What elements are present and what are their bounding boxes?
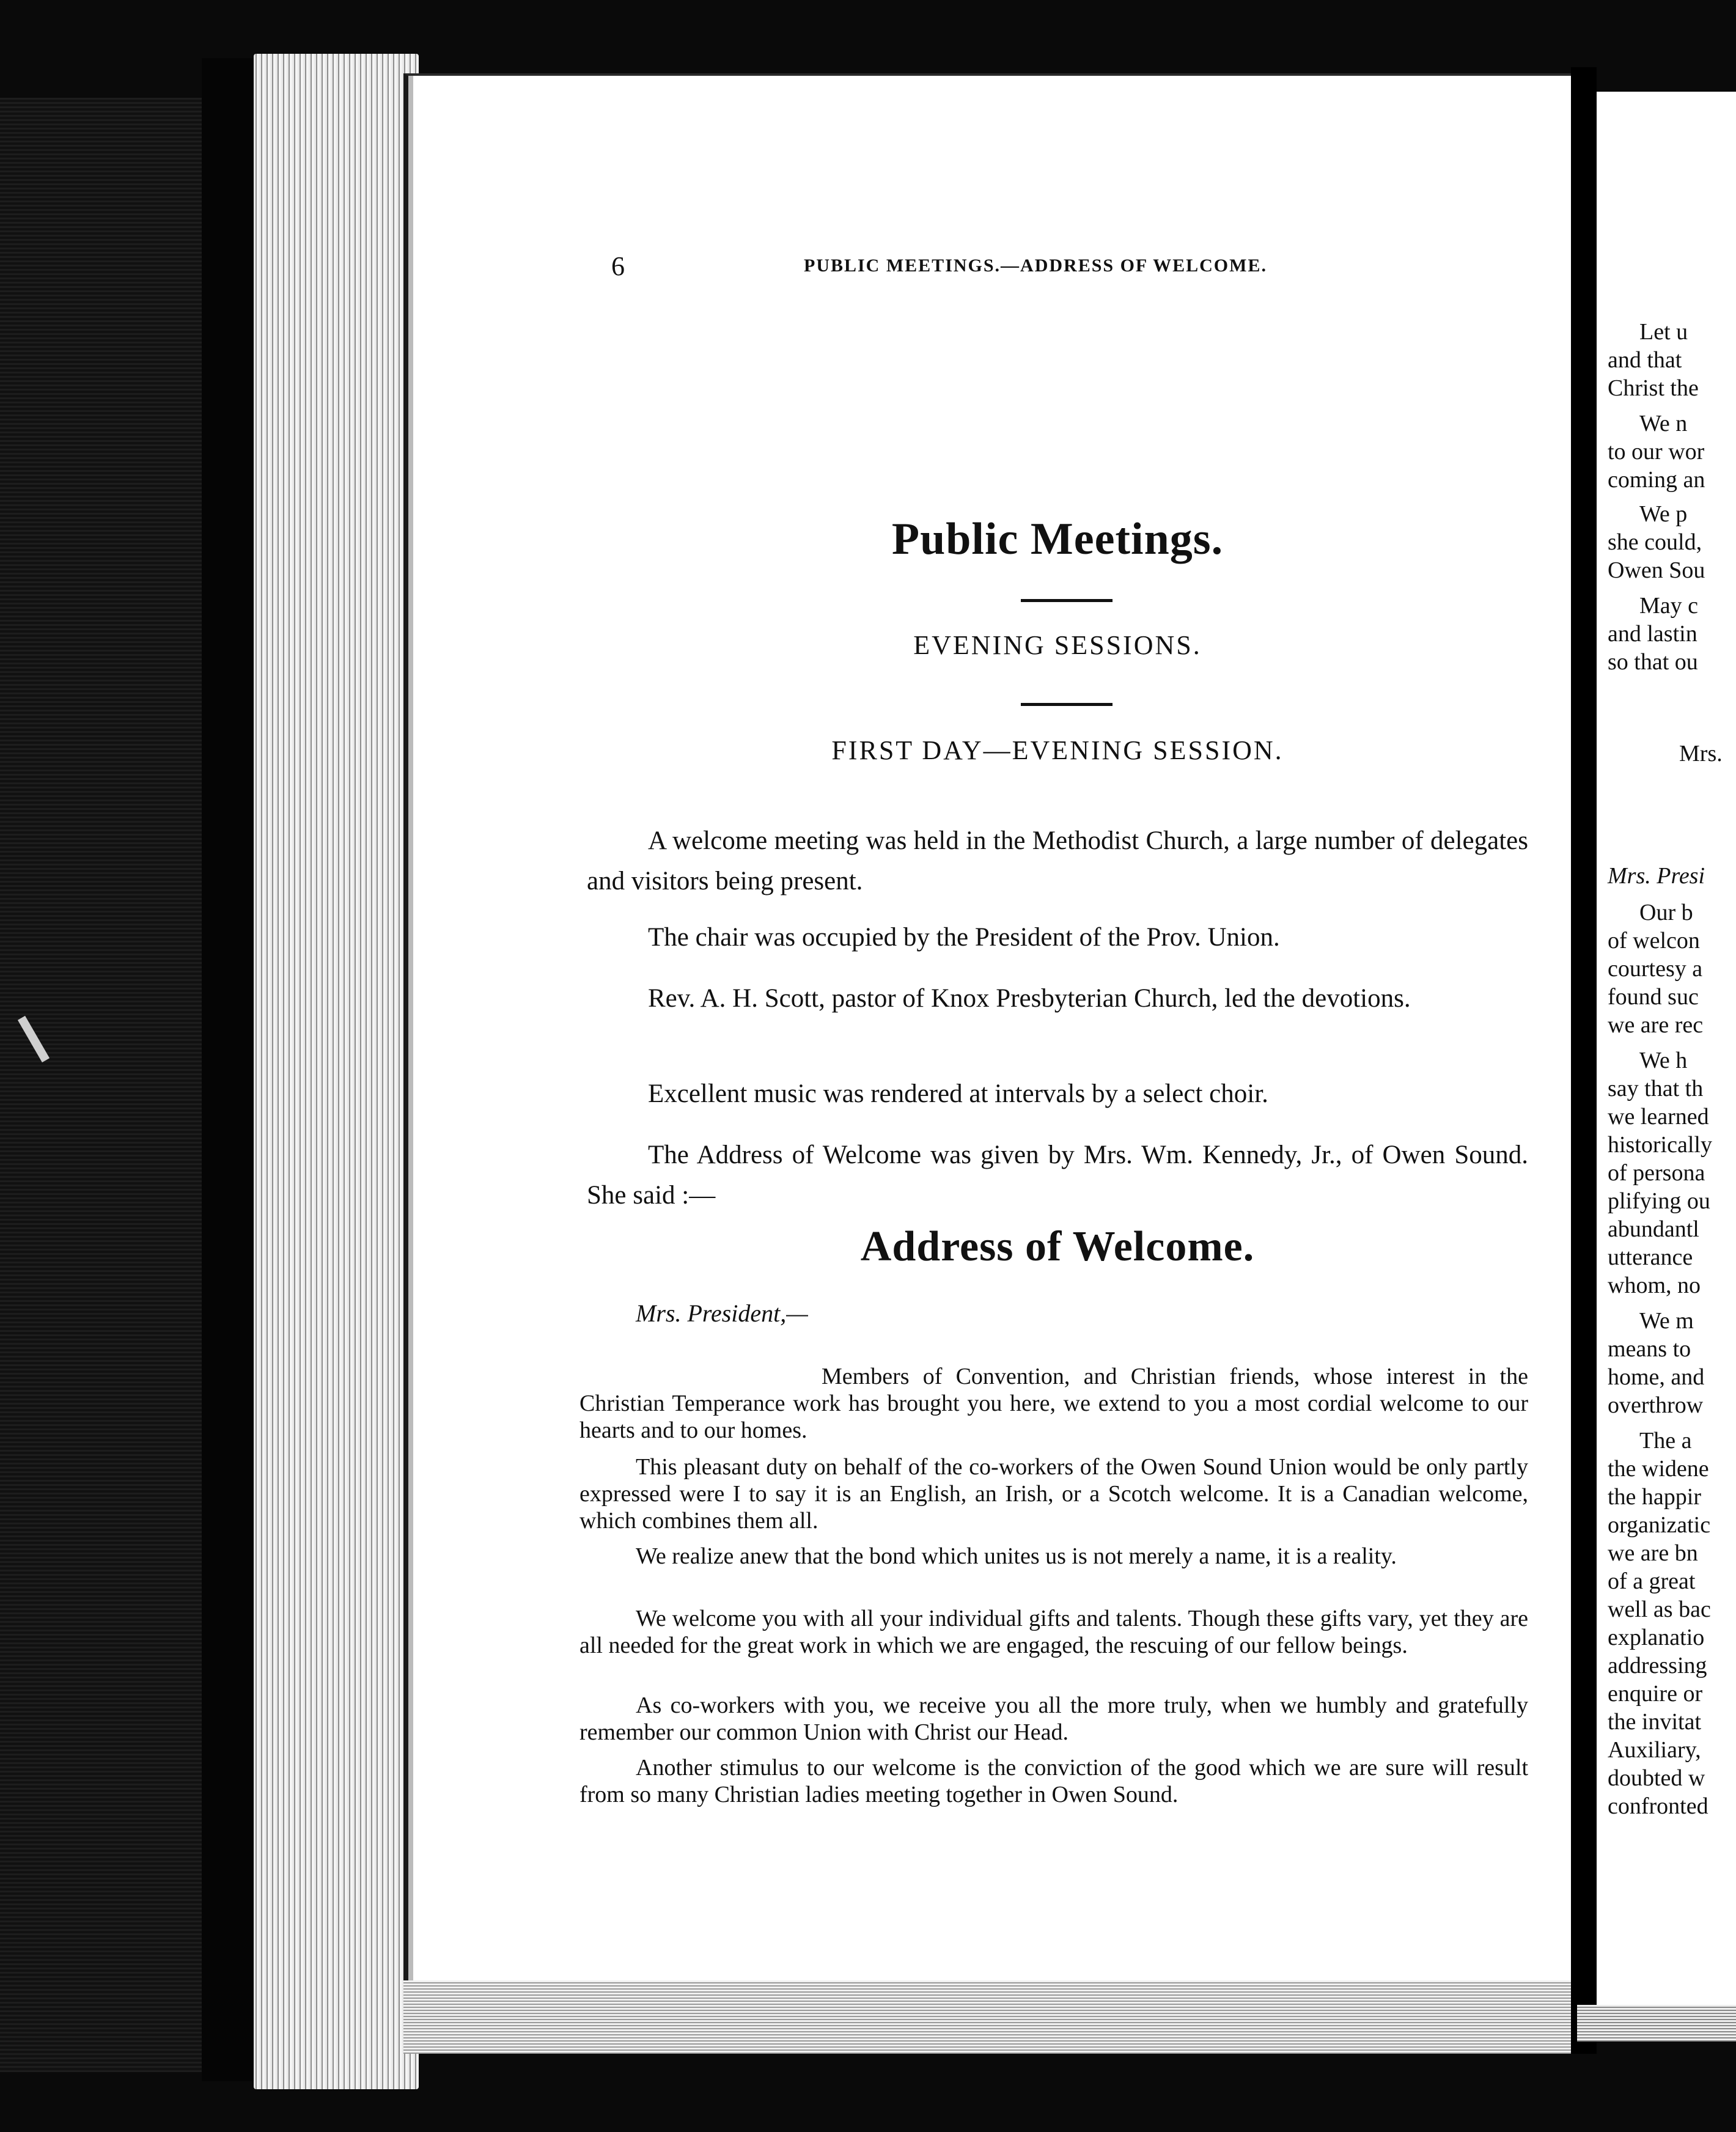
facing-page-line: historically xyxy=(1608,1132,1712,1158)
facing-page-line: The a xyxy=(1639,1428,1692,1454)
facing-page-line: of welcon xyxy=(1608,928,1700,954)
address-paragraph: Another stimulus to our welcome is the conviction of the good which we are sure will result from so many Christian ladies meeting together in Owen Sound. xyxy=(579,1755,1528,1807)
address-paragraph: This pleasant duty on behalf of the co-workers of the Owen Sound Union would be only partly expressed were I to say it is an English, an Irish, or a Scotch welcome. It is a Canadian welcome, which combines them all. xyxy=(579,1454,1528,1534)
address-paragraph: We welcome you with all your individual gifts and talents. Though these gifts vary, yet they are all needed for the great work in which we are engaged, the rescuing of our fellow beings. xyxy=(579,1606,1528,1658)
facing-page-line: to our wor xyxy=(1608,439,1705,465)
facing-page-line: addressing xyxy=(1608,1653,1707,1678)
book-gutter xyxy=(1571,67,1597,2054)
facing-page-line: means to xyxy=(1608,1336,1691,1362)
facing-page-line: so that ou xyxy=(1608,649,1698,675)
facing-page-line: Mrs. Presi xyxy=(1608,863,1705,889)
facing-page-line: the happir xyxy=(1608,1484,1702,1510)
book-spine-shadow xyxy=(202,58,257,2081)
address-paragraph: As co-workers with you, we receive you all the more truly, when we humbly and gratefully remember our common Union with Christ our Head. xyxy=(579,1693,1528,1745)
facing-page-line: We p xyxy=(1639,501,1688,527)
facing-page-line: of a great xyxy=(1608,1568,1696,1594)
running-title: PUBLIC MEETINGS.—ADDRESS OF WELCOME. xyxy=(804,255,1267,276)
divider-rule xyxy=(1021,599,1113,602)
facing-page-line: of persona xyxy=(1608,1160,1705,1186)
facing-page-line: coming an xyxy=(1608,467,1705,493)
paragraph: Excellent music was rendered at intervals by a select choir. xyxy=(648,1079,1268,1108)
facing-page-line: we learned xyxy=(1608,1104,1709,1130)
paragraph: The Address of Welcome was given by Mrs. Wm. Kennedy, Jr., of Owen Sound. She said :— xyxy=(587,1141,1528,1210)
facing-page-line: Let u xyxy=(1639,319,1688,345)
facing-page-line: enquire or xyxy=(1608,1681,1703,1707)
subhead-first-day: FIRST DAY—EVENING SESSION. xyxy=(831,735,1284,765)
page-edges-bottom xyxy=(403,1980,1595,2054)
address-paragraph: We realize anew that the bond which unites us is not merely a name, it is a reality. xyxy=(636,1543,1397,1569)
running-head xyxy=(575,251,1540,281)
facing-page xyxy=(1597,92,1736,2005)
facing-page-line: doubted w xyxy=(1608,1765,1705,1791)
paragraph: Rev. A. H. Scott, pastor of Knox Presbyterian Church, led the devotions. xyxy=(648,984,1411,1013)
facing-page-line: We m xyxy=(1639,1308,1694,1334)
facing-page-line: Owen Sou xyxy=(1608,557,1705,583)
facing-page-line: Auxiliary, xyxy=(1608,1737,1701,1763)
facing-page-line: well as bac xyxy=(1608,1597,1711,1622)
page-edges-left xyxy=(254,54,419,2089)
facing-page-line: abundantl xyxy=(1608,1216,1699,1242)
facing-page-line: plifying ou xyxy=(1608,1188,1710,1214)
facing-page-line: Christ the xyxy=(1608,375,1699,401)
facing-page-line: and that xyxy=(1608,347,1682,373)
facing-page-line: and lastin xyxy=(1608,621,1697,647)
facing-page-line: utterance xyxy=(1608,1244,1693,1270)
facing-page-line: say that th xyxy=(1608,1076,1704,1101)
facing-page-edges xyxy=(1577,2005,1736,2042)
facing-page-line: courtesy a xyxy=(1608,956,1703,982)
facing-page-line: the invitat xyxy=(1608,1709,1702,1735)
facing-page-line: Mrs. xyxy=(1679,741,1723,766)
facing-page-line: overthrow xyxy=(1608,1392,1704,1418)
salutation: Mrs. President,— xyxy=(636,1299,808,1327)
facing-page-line: home, and xyxy=(1608,1364,1705,1390)
address-title: Address of Welcome. xyxy=(860,1223,1255,1270)
facing-page-line: found suc xyxy=(1608,984,1699,1010)
divider-rule xyxy=(1021,703,1113,706)
address-paragraph: Members of Convention, and Christian friends, whose interest in the Christian Temperance work has brought you here, we extend to you a most cordial welcome to our hearts and to our homes. xyxy=(579,1364,1528,1443)
facing-page-line: she could, xyxy=(1608,529,1702,555)
facing-page-line: confronted xyxy=(1608,1793,1708,1819)
paragraph: The chair was occupied by the President of the Prov. Union. xyxy=(648,923,1280,952)
subhead-evening-sessions: EVENING SESSIONS. xyxy=(913,630,1202,660)
book-cover-spine xyxy=(0,98,202,2072)
facing-page-line: we are bn xyxy=(1608,1540,1698,1566)
facing-page-line: explanatio xyxy=(1608,1625,1705,1650)
facing-page-line: We h xyxy=(1639,1048,1688,1073)
facing-page-line: organizatic xyxy=(1608,1512,1711,1538)
paragraph: A welcome meeting was held in the Methodist Church, a large number of delegates and visitors being present. xyxy=(587,826,1528,895)
facing-page-line: we are rec xyxy=(1608,1012,1704,1038)
facing-page-line: Our b xyxy=(1639,900,1693,925)
facing-page-line: May c xyxy=(1639,593,1699,619)
facing-page-line: We n xyxy=(1639,411,1688,436)
section-title: Public Meetings. xyxy=(891,514,1224,564)
facing-page-line: whom, no xyxy=(1608,1273,1701,1298)
facing-page-line: the widene xyxy=(1608,1456,1709,1482)
page-number: 6 xyxy=(611,251,625,281)
